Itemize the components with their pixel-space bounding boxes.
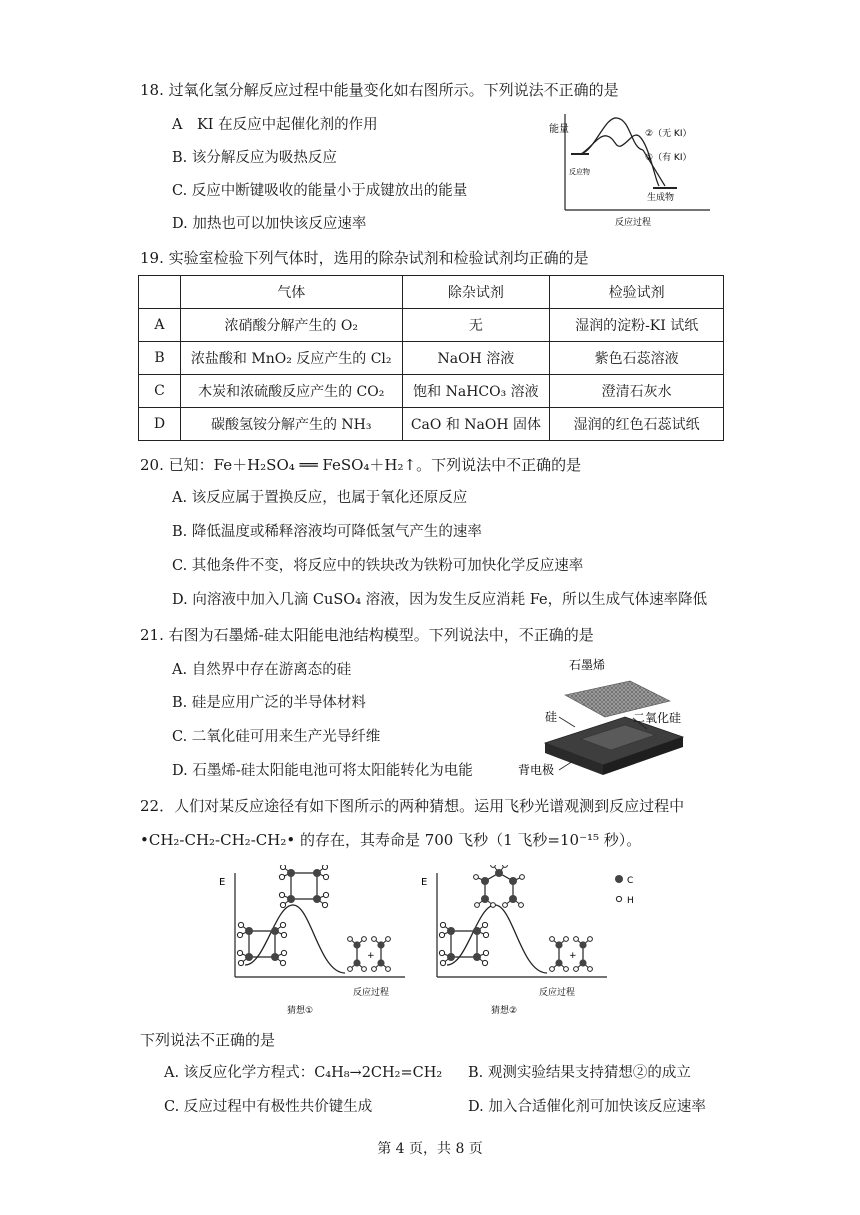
q18-option-c: C. 反应中断键吸收的能量小于成键放出的能量 [172,183,468,199]
table-row [139,309,724,342]
legend-c: C [627,876,634,886]
q19-stem: 19. 实验室检验下列气体时，选用的除杂试剂和检验试剂均正确的是 [140,249,589,267]
table-cell: D [139,408,181,441]
table-cell: 浓硝酸分解产生的 O₂ [180,309,402,342]
carbon-atom-icon [615,875,623,883]
q22-stem-line2: •CH₂-CH₂-CH₂-CH₂• 的存在，其寿命是 700 飞秒（1 飞秒=10⁻¹⁵ 秒）。 [140,831,642,849]
q21-silica-label: 二氧化硅 [633,711,682,725]
q21-silicon-label: 硅 [545,710,558,724]
table-header: 检验试剂 [550,276,724,309]
table-cell: 紫色石蕊溶液 [550,342,724,375]
q22-pathway-diagrams [215,865,655,1023]
q21-option-d: D. 石墨烯-硅太阳能电池可将太阳能转化为电能 [172,763,473,779]
q18-reactant-label: 反应物 [569,168,590,176]
q22-stem-line1: 22．人们对某反应途径有如下图所示的两种猜想。运用飞秒光谱观测到反应过程中 [140,797,685,815]
table-cell: B [139,342,181,375]
q21-option-c: C. 二氧化硅可用来生产光导纤维 [172,729,381,745]
q18-product-label: 生成物 [647,193,675,203]
q18-option-d: D. 加热也可以加快该反应速率 [172,216,367,232]
q21-graphene-label: 石墨烯 [569,658,606,672]
svg-text:+: + [569,951,577,961]
q18-option-b: B. 该分解反应为吸热反应 [172,150,337,166]
legend-h: H [627,896,634,906]
table-header-row [139,276,724,309]
q21-stem: 21. 右图为石墨烯-硅太阳能电池结构模型。下列说法中，不正确的是 [140,626,594,644]
guess-1-y-label: E [219,877,226,888]
q18-curve2-label: ②（无 KI） [645,129,692,139]
q18-y-label: 能量 [549,124,569,135]
guess-2-caption: 猜想② [491,1006,518,1016]
guess-1-diagram [219,865,405,1016]
guess-2-y-label: E [421,877,428,888]
table-cell: C [139,375,181,408]
table-header: 除杂试剂 [402,276,550,309]
q22-question: 下列说法不正确的是 [140,1031,276,1049]
svg-text:+: + [367,951,375,961]
q22-option-a: A. 该反应化学方程式：C₄H₈→2CH₂=CH₂ [164,1065,443,1081]
table-cell: 饱和 NaHCO₃ 溶液 [402,375,550,408]
q18-option-a: A KI 在反应中起催化剂的作用 [172,117,378,133]
q21-option-b: B. 硅是应用广泛的半导体材料 [172,695,366,711]
q20-option-a: A. 该反应属于置换反应，也属于氧化还原反应 [172,490,468,506]
table-cell: 澄清石灰水 [550,375,724,408]
q21-solar-cell-diagram [515,655,715,780]
q22-option-d: D. 加入合适催化剂可加快该反应速率 [468,1099,706,1115]
q21-back-electrode-label: 背电极 [518,763,555,777]
table-cell: CaO 和 NaOH 固体 [402,408,550,441]
q22-option-c: C. 反应过程中有极性共价键生成 [164,1099,373,1115]
q20-option-c: C. 其他条件不变，将反应中的铁块改为铁粉可加快化学反应速率 [172,558,584,574]
q19-table [138,275,724,441]
table-cell: 湿润的红色石蕊试纸 [550,408,724,441]
page-footer: 第 4 页，共 8 页 [377,1141,483,1157]
table-cell: 浓盐酸和 MnO₂ 反应产生的 Cl₂ [180,342,402,375]
guess-2-diagram [421,865,607,1016]
table-cell: A [139,309,181,342]
q20-option-d: D. 向溶液中加入几滴 CuSO₄ 溶液，因为发生反应消耗 Fe，所以生成气体速率降低 [172,592,708,608]
table-cell: NaOH 溶液 [402,342,550,375]
table-cell: 无 [402,309,550,342]
table-row [139,342,724,375]
table-header: 气体 [180,276,402,309]
atom-legend [615,875,634,906]
q22-option-b: B. 观测实验结果支持猜想②的成立 [468,1065,691,1081]
table-cell: 木炭和浓硫酸反应产生的 CO₂ [180,375,402,408]
q18-curve1-label: ①（有 KI） [645,153,692,163]
q18-x-label: 反应过程 [615,218,652,228]
q21-option-a: A. 自然界中存在游离态的硅 [172,662,352,678]
hydrogen-atom-icon [616,896,621,901]
table-cell: 湿润的淀粉-KI 试纸 [550,309,724,342]
table-row [139,375,724,408]
q20-option-b: B. 降低温度或稀释溶液均可降低氢气产生的速率 [172,524,482,540]
q18-energy-diagram [545,110,720,232]
q20-stem: 20. 已知：Fe＋H₂SO₄ ══ FeSO₄＋H₂↑。下列说法中不正确的是 [140,456,582,474]
table-row [139,408,724,441]
q18-stem: 18. 过氧化氢分解反应过程中能量变化如右图所示。下列说法不正确的是 [140,81,619,99]
guess-1-caption: 猜想① [287,1006,314,1016]
guess-2-x-label: 反应过程 [539,988,576,998]
guess-1-x-label: 反应过程 [353,988,390,998]
table-header [139,276,181,309]
table-cell: 碳酸氢铵分解产生的 NH₃ [180,408,402,441]
